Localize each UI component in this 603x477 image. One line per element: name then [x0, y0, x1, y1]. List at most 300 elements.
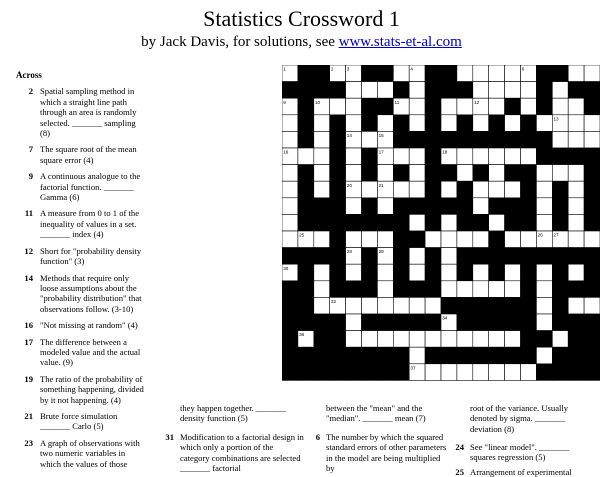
block-cell — [584, 82, 600, 99]
answer-cell[interactable] — [489, 214, 505, 231]
answer-cell[interactable] — [409, 331, 425, 348]
cell-number: 26 — [537, 232, 543, 238]
answer-cell[interactable] — [521, 148, 537, 165]
block-cell — [425, 347, 441, 364]
clue-19 — [16, 374, 146, 405]
answer-cell[interactable] — [409, 214, 425, 231]
clue-text: Arrangement of experimental — [470, 467, 572, 477]
block-cell — [409, 131, 425, 148]
block-cell — [298, 181, 314, 198]
block-cell — [441, 65, 457, 82]
answer-cell[interactable] — [568, 115, 584, 132]
block-cell — [521, 297, 537, 314]
answer-cell[interactable] — [568, 264, 584, 281]
answer-cell[interactable] — [314, 148, 330, 165]
answer-cell[interactable] — [346, 297, 362, 314]
answer-cell[interactable] — [393, 331, 409, 348]
answer-cell[interactable] — [505, 82, 521, 99]
answer-cell[interactable] — [536, 214, 552, 231]
answer-cell[interactable] — [393, 65, 409, 82]
block-cell — [330, 364, 346, 381]
block-cell — [298, 248, 314, 265]
answer-cell[interactable] — [568, 131, 584, 148]
answer-cell[interactable] — [441, 331, 457, 348]
block-cell — [314, 198, 330, 215]
clue-text: "Not missing at random" (4) — [40, 320, 138, 331]
answer-cell[interactable] — [505, 281, 521, 298]
clue-text: The number by which the squared standard errors of other parameters in the model are being multiplied by — [326, 432, 447, 474]
answer-cell[interactable] — [282, 131, 298, 148]
cell-number: 21 — [378, 182, 384, 188]
answer-cell[interactable] — [346, 231, 362, 248]
crossword-grid — [282, 65, 600, 381]
cell-number: 28 — [346, 249, 352, 255]
block-cell — [330, 115, 346, 132]
answer-cell[interactable] — [568, 165, 584, 182]
answer-cell[interactable] — [393, 297, 409, 314]
clue-text: The ratio of the probability of something happening, divided by it not happening. (4) — [40, 373, 144, 405]
answer-cell[interactable] — [346, 82, 362, 99]
block-cell — [377, 314, 393, 331]
block-cell — [552, 65, 568, 82]
block-cell — [489, 248, 505, 265]
clue-text: The square root of the mean square error (4) — [40, 144, 137, 165]
block-cell — [457, 198, 473, 215]
answer-cell[interactable] — [346, 115, 362, 132]
block-cell — [314, 82, 330, 99]
block-cell — [473, 314, 489, 331]
answer-cell[interactable] — [457, 165, 473, 182]
answer-cell[interactable] — [377, 264, 393, 281]
block-cell — [330, 148, 346, 165]
answer-cell[interactable] — [377, 165, 393, 182]
answer-cell[interactable] — [568, 198, 584, 215]
answer-cell[interactable] — [377, 231, 393, 248]
answer-cell[interactable] — [362, 131, 378, 148]
cell-number: 7 — [426, 83, 429, 89]
answer-cell[interactable] — [505, 65, 521, 82]
answer-cell[interactable] — [536, 347, 552, 364]
block-cell — [521, 314, 537, 331]
answer-cell[interactable] — [346, 148, 362, 165]
block-cell — [473, 214, 489, 231]
block-cell — [298, 281, 314, 298]
block-cell — [330, 214, 346, 231]
answer-cell[interactable] — [409, 297, 425, 314]
answer-cell[interactable] — [473, 115, 489, 132]
answer-cell[interactable] — [362, 297, 378, 314]
answer-cell[interactable] — [409, 248, 425, 265]
answer-cell[interactable] — [568, 65, 584, 82]
answer-cell[interactable] — [457, 281, 473, 298]
answer-cell[interactable] — [314, 115, 330, 132]
answer-cell[interactable] — [536, 181, 552, 198]
answer-cell[interactable] — [346, 165, 362, 182]
answer-cell[interactable] — [457, 231, 473, 248]
block-cell — [441, 165, 457, 182]
answer-cell[interactable] — [568, 181, 584, 198]
answer-cell[interactable] — [505, 364, 521, 381]
answer-cell[interactable] — [282, 115, 298, 132]
cell-number: 15 — [378, 133, 384, 138]
answer-cell[interactable] — [584, 115, 600, 132]
answer-cell[interactable] — [489, 181, 505, 198]
block-cell — [552, 281, 568, 298]
block-cell — [584, 364, 600, 381]
answer-cell[interactable] — [536, 314, 552, 331]
answer-cell[interactable] — [377, 281, 393, 298]
answer-cell[interactable] — [314, 297, 330, 314]
block-cell — [282, 281, 298, 298]
block-cell — [393, 115, 409, 132]
clue-number: 14 — [24, 272, 33, 283]
block-cell — [282, 297, 298, 314]
block-cell — [362, 65, 378, 82]
cell-number: 17 — [378, 149, 384, 155]
block-cell — [568, 314, 584, 331]
answer-cell[interactable] — [536, 264, 552, 281]
clue-text: Spatial sampling method in which a straight line path through an area is randomly selected. _______ sampling (8) — [40, 86, 137, 139]
answer-cell[interactable] — [441, 214, 457, 231]
block-cell — [441, 198, 457, 215]
answer-cell[interactable] — [441, 281, 457, 298]
block-cell — [393, 131, 409, 148]
block-cell — [536, 98, 552, 115]
block-cell — [314, 331, 330, 348]
block-cell — [568, 281, 584, 298]
block-cell — [362, 364, 378, 381]
answer-cell[interactable] — [362, 231, 378, 248]
answer-cell[interactable] — [473, 181, 489, 198]
clue-text: Modification to a factorial design in which only a portion of the category combinations are selected _______ factorial — [180, 432, 304, 474]
answer-cell[interactable] — [409, 82, 425, 99]
answer-cell[interactable] — [489, 281, 505, 298]
block-cell — [457, 297, 473, 314]
block-cell — [568, 347, 584, 364]
solutions-link[interactable]: www.stats-et-al.com — [338, 34, 462, 50]
block-cell — [568, 82, 584, 99]
answer-cell[interactable] — [282, 165, 298, 182]
block-cell — [282, 347, 298, 364]
block-cell — [552, 264, 568, 281]
answer-cell[interactable] — [377, 198, 393, 215]
answer-cell[interactable] — [457, 364, 473, 381]
block-cell — [298, 198, 314, 215]
block-cell — [314, 314, 330, 331]
answer-cell[interactable] — [505, 331, 521, 348]
answer-cell[interactable] — [282, 214, 298, 231]
answer-cell[interactable] — [505, 231, 521, 248]
across-clues — [16, 70, 146, 475]
answer-cell[interactable] — [505, 115, 521, 132]
block-cell — [505, 165, 521, 182]
answer-cell[interactable] — [473, 198, 489, 215]
answer-cell[interactable] — [346, 98, 362, 115]
clue-text: The difference between a modeled value and the actual value. (9) — [40, 336, 141, 368]
answer-cell[interactable] — [584, 131, 600, 148]
block-cell — [568, 331, 584, 348]
block-cell — [298, 98, 314, 115]
answer-cell[interactable] — [489, 65, 505, 82]
block-cell — [425, 198, 441, 215]
answer-cell[interactable] — [473, 331, 489, 348]
answer-cell[interactable] — [505, 181, 521, 198]
answer-cell[interactable] — [473, 364, 489, 381]
answer-cell[interactable] — [409, 115, 425, 132]
block-cell — [425, 214, 441, 231]
block-cell — [584, 281, 600, 298]
block-cell — [521, 347, 537, 364]
answer-cell[interactable] — [346, 264, 362, 281]
answer-cell[interactable] — [282, 231, 298, 248]
block-cell — [330, 314, 346, 331]
answer-cell[interactable] — [409, 347, 425, 364]
answer-cell[interactable] — [473, 65, 489, 82]
answer-cell[interactable] — [441, 364, 457, 381]
answer-cell[interactable] — [393, 181, 409, 198]
answer-cell[interactable] — [489, 364, 505, 381]
block-cell — [536, 82, 552, 99]
cell-number: 37 — [410, 365, 416, 371]
cell-number: 35 — [489, 315, 496, 321]
answer-cell[interactable] — [457, 148, 473, 165]
answer-cell[interactable] — [584, 65, 600, 82]
answer-cell[interactable] — [489, 148, 505, 165]
block-cell — [314, 248, 330, 265]
block-cell — [552, 248, 568, 265]
block-cell — [393, 214, 409, 231]
block-cell — [521, 198, 537, 215]
answer-cell[interactable] — [409, 165, 425, 182]
block-cell — [425, 131, 441, 148]
answer-cell[interactable] — [521, 231, 537, 248]
answer-cell[interactable] — [393, 148, 409, 165]
block-cell — [552, 198, 568, 215]
answer-cell[interactable] — [314, 281, 330, 298]
clue-continuation-c: between the "mean" and the "median". _______ mean (7) — [326, 403, 426, 424]
block-cell — [521, 131, 537, 148]
answer-cell[interactable] — [409, 264, 425, 281]
clue-text: Brute force simulation _______ Carlo (5) — [40, 410, 118, 432]
answer-cell[interactable] — [473, 231, 489, 248]
cell-number: 22 — [505, 199, 511, 205]
answer-cell[interactable] — [441, 248, 457, 265]
block-cell — [584, 98, 600, 115]
answer-cell[interactable] — [362, 181, 378, 198]
block-cell — [457, 347, 473, 364]
clue-number: 21 — [24, 410, 33, 421]
block-cell — [377, 98, 393, 115]
block-cell — [425, 165, 441, 182]
clue-text: A continuous analogue to the factorial function. _______ Gamma (6) — [40, 171, 141, 203]
block-cell — [330, 198, 346, 215]
answer-cell[interactable] — [457, 331, 473, 348]
cell-number: 18 — [442, 149, 448, 155]
clue-number: 24 — [455, 442, 464, 452]
answer-cell[interactable] — [568, 231, 584, 248]
answer-cell[interactable] — [552, 82, 568, 99]
answer-cell[interactable] — [521, 98, 537, 115]
answer-cell[interactable] — [489, 331, 505, 348]
clue-text: A graph of observations with two numeric variables in which the values of those — [40, 437, 140, 469]
block-cell — [584, 148, 600, 165]
answer-cell[interactable] — [521, 364, 537, 381]
answer-cell[interactable] — [457, 65, 473, 82]
block-cell — [330, 131, 346, 148]
block-cell — [425, 181, 441, 198]
block-cell — [584, 198, 600, 215]
answer-cell[interactable] — [489, 82, 505, 99]
block-cell — [393, 198, 409, 215]
block-cell — [473, 248, 489, 265]
cell-number: 16 — [283, 149, 289, 155]
clue-number: 31 — [165, 432, 174, 442]
block-cell — [409, 231, 425, 248]
block-cell — [473, 297, 489, 314]
block-cell — [473, 347, 489, 364]
answer-cell[interactable] — [409, 98, 425, 115]
answer-cell[interactable] — [552, 98, 568, 115]
clue-17 — [16, 337, 146, 368]
answer-cell[interactable] — [584, 297, 600, 314]
answer-cell[interactable] — [425, 231, 441, 248]
clue-12 — [16, 246, 146, 267]
block-cell — [362, 165, 378, 182]
answer-cell[interactable] — [457, 98, 473, 115]
answer-cell[interactable] — [362, 331, 378, 348]
answer-cell[interactable] — [568, 297, 584, 314]
answer-cell[interactable] — [536, 115, 552, 132]
clue-number: 17 — [24, 336, 33, 347]
block-cell — [584, 165, 600, 182]
answer-cell[interactable] — [409, 181, 425, 198]
answer-cell[interactable] — [314, 231, 330, 248]
answer-cell[interactable] — [536, 198, 552, 215]
answer-cell[interactable] — [473, 82, 489, 99]
answer-cell[interactable] — [282, 181, 298, 198]
block-cell — [330, 281, 346, 298]
block-cell — [441, 131, 457, 148]
byline — [0, 33, 603, 51]
block-cell — [362, 115, 378, 132]
answer-cell[interactable] — [425, 297, 441, 314]
cell-number: 10 — [315, 99, 321, 105]
answer-cell[interactable] — [377, 331, 393, 348]
answer-cell[interactable] — [536, 297, 552, 314]
answer-cell[interactable] — [330, 98, 346, 115]
answer-cell[interactable] — [489, 98, 505, 115]
across-heading: Across — [16, 70, 42, 80]
cell-number: 8 — [458, 83, 461, 89]
answer-cell[interactable] — [362, 82, 378, 99]
answer-cell[interactable] — [568, 98, 584, 115]
block-cell — [505, 248, 521, 265]
answer-cell[interactable] — [441, 231, 457, 248]
answer-cell[interactable] — [314, 165, 330, 182]
block-cell — [298, 131, 314, 148]
answer-cell[interactable] — [282, 198, 298, 215]
answer-cell[interactable] — [441, 98, 457, 115]
clue-text: A measure from 0 to 1 of the inequality of values in a set. _______ index (4) — [40, 208, 140, 240]
answer-cell[interactable] — [489, 165, 505, 182]
clue-number: 16 — [24, 320, 33, 331]
cell-number: 6 — [521, 66, 525, 72]
block-cell — [282, 82, 298, 99]
block-cell — [489, 347, 505, 364]
block-cell — [346, 347, 362, 364]
answer-cell[interactable] — [346, 314, 362, 331]
answer-cell[interactable] — [298, 148, 314, 165]
block-cell — [377, 214, 393, 231]
block-cell — [298, 115, 314, 132]
block-cell — [505, 131, 521, 148]
block-cell — [568, 148, 584, 165]
answer-cell[interactable] — [584, 231, 600, 248]
cell-number: 31 — [394, 282, 400, 288]
answer-cell[interactable] — [505, 148, 521, 165]
block-cell — [298, 214, 314, 231]
block-cell — [409, 314, 425, 331]
block-cell — [393, 364, 409, 381]
answer-cell[interactable] — [521, 82, 537, 99]
block-cell — [330, 82, 346, 99]
answer-cell[interactable] — [314, 131, 330, 148]
answer-cell[interactable] — [441, 115, 457, 132]
answer-cell[interactable] — [409, 148, 425, 165]
block-cell — [362, 347, 378, 364]
answer-cell[interactable] — [425, 364, 441, 381]
block-cell — [330, 248, 346, 265]
answer-cell[interactable] — [505, 264, 521, 281]
answer-cell[interactable] — [552, 131, 568, 148]
answer-cell[interactable] — [314, 264, 330, 281]
clue-24 — [455, 442, 595, 463]
cell-number: 25 — [299, 232, 305, 238]
answer-cell[interactable] — [441, 181, 457, 198]
answer-cell[interactable] — [314, 181, 330, 198]
answer-cell[interactable] — [346, 198, 362, 215]
answer-cell[interactable] — [377, 115, 393, 132]
block-cell — [330, 231, 346, 248]
answer-cell[interactable] — [552, 331, 568, 348]
answer-cell[interactable] — [473, 264, 489, 281]
answer-cell[interactable] — [552, 165, 568, 182]
clue-14 — [16, 273, 146, 315]
clue-number: 19 — [24, 373, 33, 384]
block-cell — [330, 181, 346, 198]
block-cell — [425, 281, 441, 298]
answer-cell[interactable] — [473, 148, 489, 165]
answer-cell[interactable] — [377, 82, 393, 99]
answer-cell[interactable] — [377, 297, 393, 314]
block-cell — [362, 198, 378, 215]
block-cell — [314, 347, 330, 364]
cell-number: 36 — [299, 332, 305, 338]
answer-cell[interactable] — [536, 281, 552, 298]
answer-cell[interactable] — [425, 331, 441, 348]
answer-cell[interactable] — [473, 281, 489, 298]
clue-text: See "linear model". _______ squares regression (5) — [470, 442, 570, 463]
answer-cell[interactable] — [536, 165, 552, 182]
answer-cell[interactable] — [346, 331, 362, 348]
block-cell — [393, 347, 409, 364]
block-cell — [489, 231, 505, 248]
clue-number: 25 — [455, 467, 464, 477]
answer-cell[interactable] — [568, 214, 584, 231]
block-cell — [521, 181, 537, 198]
answer-cell[interactable] — [441, 264, 457, 281]
block-cell — [362, 98, 378, 115]
